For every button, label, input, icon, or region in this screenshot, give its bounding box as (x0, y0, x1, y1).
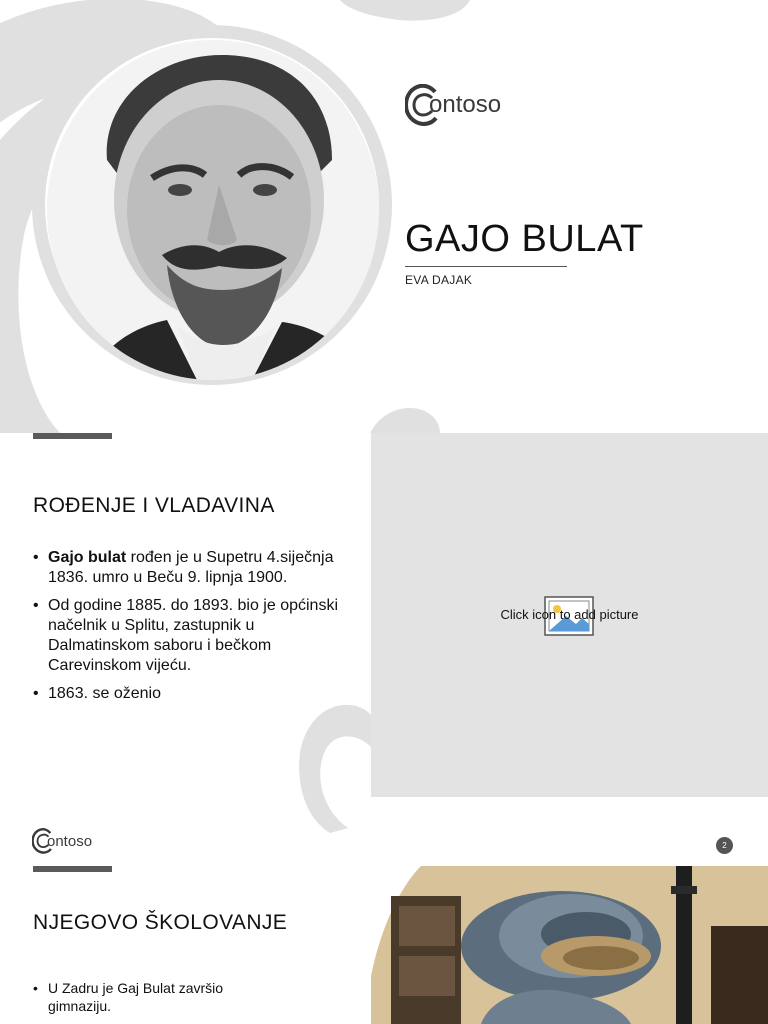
title-divider (405, 266, 567, 267)
bullet-text: rođen je u Supetru 4.siječnja 1836. umro u Beču 9. lipnja 1900. (48, 549, 334, 586)
bullet-icon: • (33, 980, 38, 996)
section-title[interactable]: ROĐENJE I VLADAVINA (33, 494, 275, 517)
slide-education[interactable] (0, 866, 768, 1024)
contoso-logo (405, 84, 501, 126)
accent-bar (33, 866, 112, 872)
bullet-item[interactable] (33, 548, 348, 588)
bullet-text: U Zadru je Gaj Bulat završio gimnaziju. (48, 980, 224, 1014)
picture-placeholder-label: Click icon to add picture (500, 607, 639, 622)
contoso-logo-text: ontoso (47, 832, 93, 850)
statue-photo (371, 866, 768, 1024)
bullet-icon: • (33, 549, 39, 566)
picture-placeholder[interactable] (371, 433, 768, 797)
bullet-text: Od godine 1885. do 1893. bio je općinski načelnik u Splitu, zastupnik u Dalmatinskom saboru i bečkom Carevinskom vijeću. (48, 597, 338, 674)
section-title[interactable]: NJEGOVO ŠKOLOVANJE (33, 911, 288, 934)
bullet-icon: • (33, 597, 39, 614)
bullet-item[interactable] (33, 979, 273, 1015)
presentation-title[interactable]: GAJO BULAT (405, 218, 644, 260)
bullet-icon: • (33, 685, 39, 702)
bullet-item[interactable] (33, 684, 348, 704)
bullet-list[interactable] (33, 979, 273, 1023)
contoso-logo-text: ontoso (429, 91, 502, 118)
bullet-item[interactable] (33, 596, 348, 676)
slide-birth-and-rule[interactable] (0, 433, 768, 866)
bullet-text: 1863. se oženio (48, 685, 161, 702)
contoso-logo (32, 828, 92, 854)
bullet-bold-text: Gajo bulat (48, 549, 127, 566)
accent-bar (33, 433, 112, 439)
slide-title[interactable] (0, 0, 768, 433)
portrait-photo (47, 40, 379, 380)
bullet-list[interactable] (33, 548, 348, 712)
page-number-badge: 2 (716, 837, 733, 854)
presentation-subtitle[interactable]: EVA DAJAK (405, 273, 473, 287)
